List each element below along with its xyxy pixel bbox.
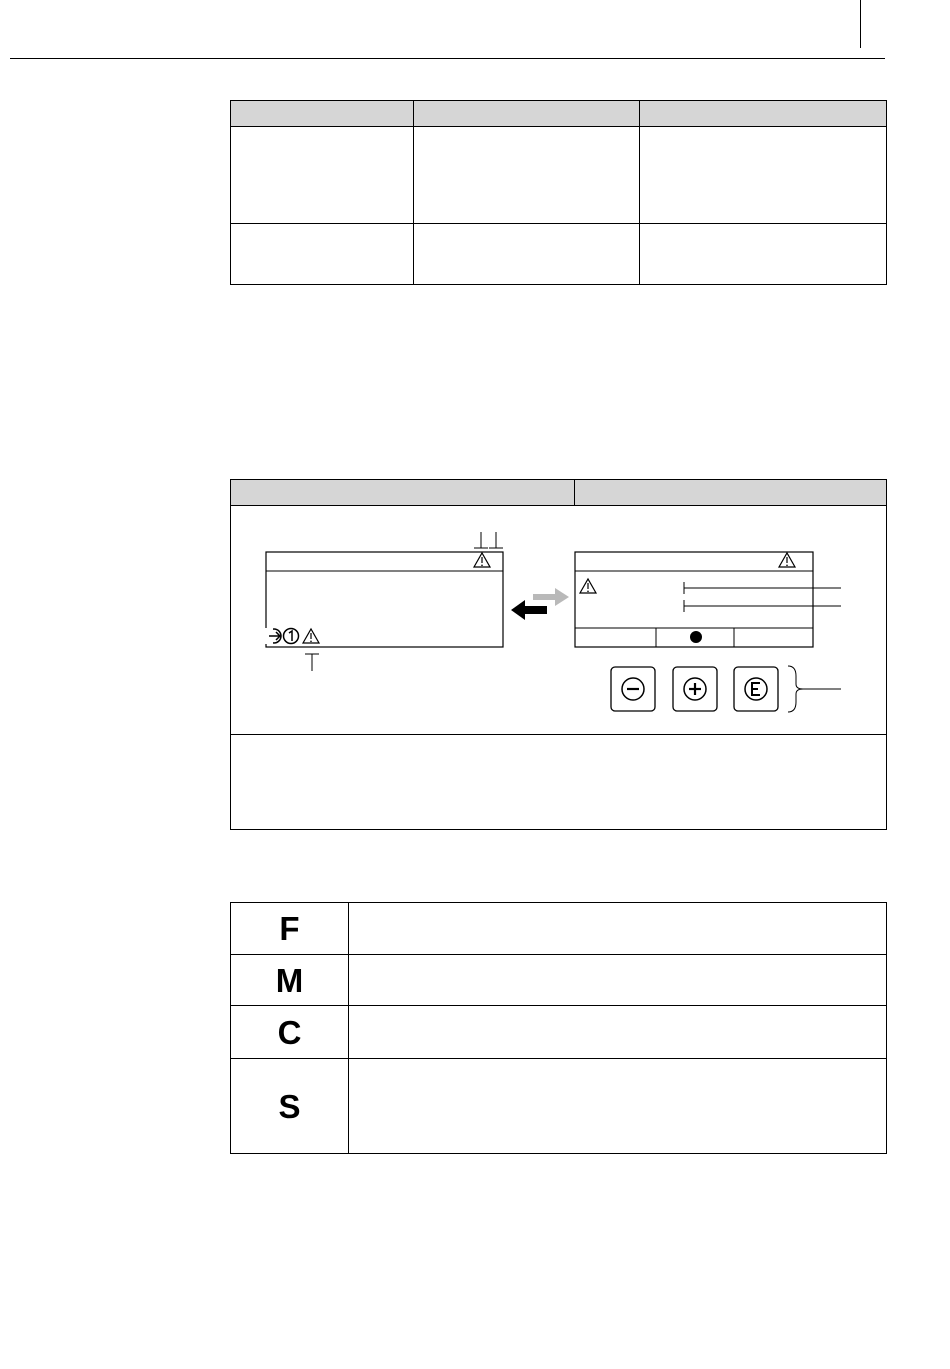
- header-cell: [414, 101, 640, 127]
- table-header-row: [231, 480, 887, 506]
- channel-1-icon: [284, 629, 299, 644]
- table-row: [231, 1059, 887, 1154]
- symbol-cell: [231, 1006, 349, 1059]
- meaning-cell: [349, 955, 887, 1006]
- table-cell: [231, 224, 414, 285]
- meaning-cell: [349, 903, 887, 955]
- table-cell: [414, 127, 640, 224]
- header-cell: [231, 480, 575, 506]
- display-figure-table: [230, 479, 887, 830]
- enter-key[interactable]: [734, 667, 778, 711]
- table-row: [231, 1006, 887, 1059]
- enter-dot-icon: [690, 631, 702, 643]
- output-arrow-icon: [264, 628, 281, 644]
- figure-cell: [231, 506, 887, 735]
- table-cell: [640, 224, 887, 285]
- table-cell: [231, 127, 414, 224]
- minus-key[interactable]: [611, 667, 655, 711]
- figure-description-row: [231, 735, 887, 830]
- warning-icon: [474, 553, 490, 567]
- figure-row: [231, 506, 887, 735]
- header-cell: [575, 480, 887, 506]
- symbol-cell: [231, 903, 349, 955]
- meaning-cell: [349, 1059, 887, 1154]
- status-signal-table: [230, 902, 887, 1154]
- switch-arrows: [511, 588, 569, 620]
- header-rule: [10, 58, 885, 59]
- warning-icon: [580, 579, 596, 593]
- symbol-cell: [231, 1059, 349, 1154]
- keys-brace: [788, 666, 841, 712]
- table-header-row: [231, 101, 887, 127]
- display-diagram: [231, 506, 885, 734]
- operational-display: [264, 532, 503, 671]
- table-row: [231, 224, 887, 285]
- symbol-cell: [231, 955, 349, 1006]
- header-cell: [231, 101, 414, 127]
- diagnostic-display: [575, 552, 841, 647]
- maintenance-letter-icon: M: [275, 961, 304, 999]
- table-row: [231, 127, 887, 224]
- warning-icon: [779, 553, 795, 567]
- function-check-letter-icon: C: [277, 1013, 302, 1051]
- out-of-spec-letter-icon: S: [278, 1087, 301, 1125]
- description-cell: [231, 735, 887, 830]
- page-edge-tab: [860, 0, 861, 48]
- header-cell: [640, 101, 887, 127]
- failure-letter-icon: F: [279, 910, 300, 947]
- table-row: [231, 955, 887, 1006]
- meaning-cell: [349, 1006, 887, 1059]
- table-cell: [640, 127, 887, 224]
- table-cell: [414, 224, 640, 285]
- warning-icon: [303, 629, 319, 643]
- parameter-table: [230, 100, 887, 285]
- table-row: [231, 903, 887, 955]
- plus-key[interactable]: [673, 667, 717, 711]
